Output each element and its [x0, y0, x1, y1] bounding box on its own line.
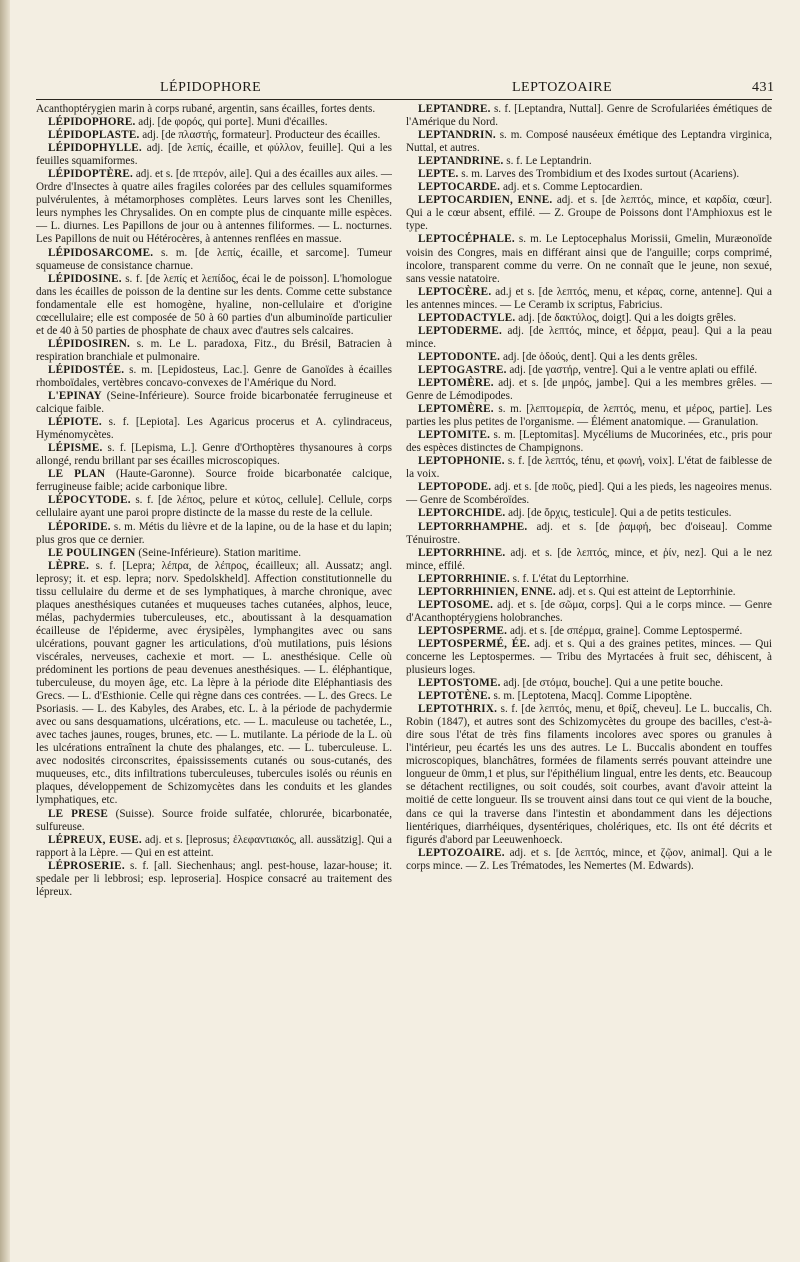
entry-definition: adj. et s. Qui est atteint de Leptorrhinie. [555, 585, 736, 598]
entry-definition: s. f. L'état du Leptorrhine. [509, 572, 629, 585]
dictionary-entry [36, 390, 392, 416]
entry-definition: adj. et s. [de ποῦς, pied]. Qui a les pieds, les nageoires menus. — Genre de Scombéroïdes. [406, 481, 772, 507]
entry-definition: s. f. [de λεπίς et λεπίδος, écai le de poisson]. L'homologue dans les écailles de poisson de la dentine sur les dents. Comme cette substance fondamentale elle est homogène, hyaline, non-cellulaire et d'origine cœcellulaire; elle est composée de 50 à 60 parties d'un albuminoïde particulier et de 40 à 50 parties de phosphate de chaux avec d'autres sels calcaires. [36, 272, 392, 337]
dictionary-entry [36, 834, 392, 860]
dictionary-entry [406, 377, 772, 403]
dictionary-entry [36, 547, 392, 560]
entry-definition: adj. et s. [leprosus; ἐλεφαντιακός, all. aussätzig]. Qui a rapport à la Lèpre. — Qui en est atteint. [36, 833, 392, 859]
entry-definition: adj. et s. [de σπέρμα, graine]. Comme Leptospermé. [507, 624, 743, 637]
entry-headword: LEPTORRHAMPHE. [418, 520, 528, 533]
dictionary-entry [36, 364, 392, 390]
entry-definition: s. f. [Leptandra, Nuttal]. Genre de Scrofulariées émétiques de l'Amérique du Nord. [406, 103, 772, 129]
entry-headword: LÈPRE. [48, 559, 90, 572]
dictionary-entry [406, 455, 772, 481]
entry-headword: LEPTANDRIN. [418, 129, 496, 142]
entry-headword: LEPTOSPERMÉ, ÉE. [418, 637, 530, 650]
entry-definition: s. m. Métis du lièvre et de la lapine, ou de la hase et du lapin; plus gros que ce dernier. [36, 520, 392, 546]
entry-definition: Acanthoptérygien marin à corps rubané, argentin, sans écailles, fortes dents. [36, 103, 376, 115]
dictionary-entry [36, 416, 392, 442]
entry-definition: (Seine-Inférieure). Source froide bicarbonatée ferrugineuse et calcique faible. [36, 390, 392, 416]
dictionary-entry [406, 847, 772, 873]
entry-headword: LÉPIDOPHYLLE. [48, 142, 142, 155]
entry-headword: LÉPIDOSINE. [48, 272, 122, 285]
dictionary-entry [406, 286, 772, 312]
entry-headword: LEPTOTÈNE. [418, 690, 491, 703]
dictionary-entry [36, 142, 392, 168]
entry-headword: LEPTOPODE. [418, 481, 492, 494]
entry-definition: s. f. [all. Siechenhaus; angl. pest-house, lazar-house; it. spedale per li lebbrosi; esp. leproseria]. Hospice consacré au traitement des lépreux. [36, 859, 392, 898]
entry-definition: adj. et s. [de ῥαμφή, bec d'oiseau]. Comme Ténuirostre. [406, 520, 772, 546]
dictionary-entry [406, 599, 772, 625]
dictionary-entry [406, 690, 772, 703]
entry-headword: LÉPROSERIE. [48, 859, 125, 872]
entry-headword: LEPTOTHRIX. [418, 703, 498, 716]
dictionary-entry [36, 116, 392, 129]
entry-headword: LÉPIDOSTÉE. [48, 363, 125, 376]
dictionary-entry [406, 312, 772, 325]
entry-definition: adj. [de ὀδούς, dent]. Qui a les dents grêles. [500, 350, 698, 363]
entry-headword: LEPTOPHONIE. [418, 455, 505, 468]
entry-definition: adj. et s. [de μηρός, jambe]. Qui a les membres grêles. — Genre de Lémodipodes. [406, 376, 772, 403]
dictionary-entry [36, 273, 392, 338]
entry-headword: LEPTANDRE. [418, 103, 491, 115]
entry-headword: LÉPISME. [48, 442, 103, 455]
entry-headword: LEPTORCHIDE. [418, 507, 506, 520]
entry-headword: LÉPIDOPHORE. [48, 116, 136, 129]
dictionary-entry [406, 181, 772, 194]
entry-headword: LEPTOSTOME. [418, 677, 501, 690]
dictionary-entry [406, 521, 772, 547]
entry-definition: s. f. [de λεπτός, ténu, et φωνή, voix]. L'état de faiblesse de la voix. [406, 455, 772, 481]
entry-headword: LEPTOZOAIRE. [418, 846, 505, 859]
entry-definition: adj. et s. [de σῶμα, corps]. Qui a le corps mince. — Genre d'Acanthoptérygiens holobranches. [406, 598, 772, 624]
dictionary-entry [36, 468, 392, 494]
entry-headword: LEPTE. [418, 168, 459, 181]
dictionary-entry [36, 808, 392, 834]
running-head-left: LÉPIDOPHORE [160, 80, 262, 95]
dictionary-entry [36, 168, 392, 246]
entry-definition: s. m. [λεπτομερία, de λεπτός, menu, et μέρος, partie]. Les parties les plus petites de l'organisme. — Élément anatomique. — Granulation. [406, 403, 772, 429]
dictionary-entry [406, 677, 772, 690]
entry-headword: LEPTOSPERME. [418, 624, 508, 637]
entry-definition: s. m. [Lepidosteus, Lac.]. Genre de Ganoïdes à écailles rhomboïdales, vertèbres concavo-convexes de l'Amérique du Nord. [36, 363, 392, 389]
dictionary-entry [406, 507, 772, 520]
entry-definition: s. m. Larves des Trombidium et des Ixodes surtout (Acariens). [458, 168, 740, 181]
dictionary-entry [406, 586, 772, 599]
entry-headword: LÉPIDOPLASTE. [48, 129, 140, 142]
page-binding-edge [0, 0, 10, 1262]
dictionary-entry [406, 325, 772, 351]
entry-definition: adj. et s. [de πτερόν, aile]. Qui a des écailles aux ailes. — Ordre d'Insectes à quatre ailes fragiles colorées par des cellules squamiformes pulvérulentes, à métamorphoses complètes. Leurs larves sont les Chenilles, leurs nymphes les Chrysalides. On en compte plus de cinquante mille espèces. — L. diurnes. Les Papillons de jour ou à antennes filiformes. — L. nocturnes. Les Papillons de nuit ou Hétérocères, à antennes renflées en massue. [36, 168, 392, 246]
entry-definition: (Suisse). Source froide sulfatée, chlorurée, bicarbonatée, sulfureuse. [36, 807, 392, 833]
entry-definition: s. f. Le Leptandrin. [503, 155, 592, 168]
entry-headword: LEPTOCARDIEN, ENNE. [418, 194, 553, 207]
entry-definition: s. f. [Lepra; λέπρα, de λέπρος, écailleux; all. Aussatz; angl. leprosy; it. et esp. lepra; norv. Spedolskheld]. Affection constitutionnelle du tissu cellulaire du derme et de ses lymphatiques, à marche chronique, avec plaques anesthésiques cutanées et muqueuses taches cutanées, alphos, leuce, mélas, pachydermies tuberculeuses, etc., aboutissant à la desquamation écailleuse de l'épiderme, avec érysipèles, lymphangites avec ou sans ulcérations, pouvant gagner les articulations, d'où mutilations, puis lésions viscérales, nerveuses, cachexie et mort. — L. anesthésique. Celle où prédominent les portions de peau devenues anesthésiques. — L. éléphantique, tuberculeuse, du moyen âge, etc. La lèpre à la période dite Eléphantiasis des Grecs. — L. d'Esthionie. Celle qui règne dans ces contrées. — L. des Grecs. Le Psoriasis. — L. des Kabyles, des Arabes, etc. L. à la période de pachydermie avec ou sans desquamations, ulcérations, etc. — L. maculeuse ou tachetée, L., avec taches jaunes, rouges, brunes, etc. — L. mutilante. La période de la L. où les ulcérations entraînent la chute des phalanges, etc. — L. tuberculeuse. L. avec nodosités circonscrites, épaississements cutanés ou sous-cutanés, des muqueuses, etc., dits infiltrations tuberculeuses, tubercules isolés ou réunis en plaques, développement de Schizomycètes dans les conduits et les glandes lymphatiques, etc. [36, 559, 392, 807]
entry-headword: LEPTODONTE. [418, 350, 501, 363]
entry-headword: LEPTORRHINIEN, ENNE. [418, 585, 556, 598]
entry-headword: LÉPORIDE. [48, 520, 111, 533]
entry-headword: LEPTORRHINIE. [418, 572, 510, 585]
entry-definition: adj. et s. Comme Leptocardien. [500, 181, 643, 194]
dictionary-entry [406, 403, 772, 429]
dictionary-entry [36, 521, 392, 547]
entry-definition: adj. [de πλαστής, formateur]. Producteur des écailles. [139, 129, 381, 142]
dictionary-entry [406, 573, 772, 586]
page-number: 431 [752, 80, 775, 95]
entry-definition: adj. et s. [de λεπτός, mince, et ζῷον, animal]. Qui a le corps mince. — Z. Les Trématodes, les Nemertes (M. Edwards). [406, 846, 772, 872]
dictionary-entry [406, 129, 772, 155]
left-column [36, 103, 392, 899]
entry-definition: s. m. [de λεπίς, écaille, et sarcome]. Tumeur squameuse de consistance charnue. [36, 246, 392, 272]
dictionary-entry [406, 638, 772, 677]
entry-definition: s. f. [de λεπτός, menu, et θρίξ, cheveu]. Le L. buccalis, Ch. Robin (1847), et autres sont des Schizomycètes du groupe des bacilles, c'est-à-dire sous l'état de très fins filaments incolores avec spores ou granules à l'intérieur, peu écartés les uns des autres. Le L. Buccalis abondent en touffes microscopiques, blanchâtres, formées de filaments serrés pouvant atteindre une longueur de 0mm,1 et plus, sur l'épithélium lingual, entre les dents, etc. Beaucoup se détachent rectilignes, ou soit coudés, soit courbes, avant d'avoir atteint la moitié de cette longueur. Ils se trouvent ainsi dans tout ce qui vient de la bouche, dans ce qui la traverse dans l'intestin et abondamment dans les déjections lientériques, diarrhéiques, dysentériques, cholériques, etc. Ils ont été décrits et figurés d'abord par Leeuwenhoeck. [406, 703, 772, 846]
entry-definition: s. m. Le Leptocephalus Morissii, Gmelin, Muræonoïde voisin des Congres, mais en différant ainsi que de l'anguille; corps comprimé, incolore, transparent comme du verre. On ne connaît que le jeune, non sexué, sans vessie natatoire. [406, 233, 772, 285]
dictionary-entry [406, 364, 772, 377]
dictionary-entry [406, 351, 772, 364]
entry-headword: LÉPREUX, EUSE. [48, 833, 142, 846]
dictionary-entry [406, 194, 772, 233]
entry-headword: LÉPIDOSIREN. [48, 337, 130, 350]
dictionary-entry [406, 481, 772, 507]
header-rule [36, 99, 772, 100]
entry-headword: LEPTORRHINE. [418, 546, 506, 559]
entry-headword: LEPTOSOME. [418, 598, 494, 611]
dictionary-entry [406, 703, 772, 847]
entry-definition: ad.j et s. [de λεπτός, menu, et κέρας, corne, antenne]. Qui a les antennes minces. — Le Ceramb ix scriptus, Fabricius. [406, 285, 772, 311]
entry-headword: LEPTODERME. [418, 324, 503, 337]
entry-definition: s. m. Composé nauséeux émétique des Leptandra virginica, Nuttal, et autres. [406, 129, 772, 155]
entry-headword: LEPTOMÈRE. [418, 376, 494, 389]
entry-definition: adj. [de λεπτός, mince, et δέρμα, peau]. Qui a la peau mince. [406, 324, 772, 350]
entry-headword: LEPTANDRINE. [418, 155, 504, 168]
entry-headword: LEPTOCARDE. [418, 181, 501, 194]
entry-definition: adj. et s. [de λεπτός, mince, et καρδία, cœur]. Qui a le cœur absent, effilé. — Z. Groupe de Poissons dont l'Amphioxus est le type. [406, 194, 772, 233]
dictionary-entry [406, 429, 772, 455]
entry-definition: s. f. [Lepiota]. Les Agaricus procerus et A. cylindraceus, Hyménomycètes. [36, 416, 392, 442]
entry-headword: LÉPIDOPTÈRE. [48, 168, 134, 181]
entry-headword: LÉPOCYTODE. [48, 494, 131, 507]
entry-definition: adj. et s. [de λεπτός, mince, et ῥίν, nez]. Qui a le nez mince, effilé. [406, 546, 772, 572]
right-column [406, 103, 772, 873]
dictionary-entry [36, 442, 392, 468]
entry-definition: s. m. [Leptotena, Macq]. Comme Lipoptène. [490, 690, 693, 703]
dictionary-entry [406, 168, 772, 181]
entry-definition: adj. et s. Qui a des graines petites, minces. — Qui concerne les Leptospermes. — Tribu des Myrtacées à fruit sec, déhiscent, à plusieurs loges. [406, 637, 772, 677]
dictionary-entry [36, 129, 392, 142]
entry-headword: LÉPIOTE. [48, 416, 102, 429]
entry-definition: adj. [de ὄρχις, testicule]. Qui a de petits testicules. [505, 507, 732, 520]
entry-definition: (Seine-Inférieure). Station maritime. [135, 546, 302, 559]
entry-headword: LE PLAN [48, 468, 106, 481]
entry-headword: LEPTOMITE. [418, 429, 491, 442]
entry-definition: adj. [de στόμα, bouche]. Qui a une petite bouche. [500, 677, 724, 690]
dictionary-entry [36, 247, 392, 273]
dictionary-entry [406, 547, 772, 573]
entry-definition: adj. [de φορός, qui porte]. Muni d'écailles. [135, 116, 328, 129]
entry-headword: LÉPIDOSARCOME. [48, 246, 154, 259]
entry-definition: (Haute-Garonne). Source froide bicarbonatée calcique, ferrugineuse faible; acide carbonique libre. [36, 468, 392, 494]
entry-headword: LE POULINGEN [48, 546, 136, 559]
dictionary-entry [36, 494, 392, 520]
entry-headword: LE PRESE [48, 807, 109, 820]
dictionary-entry [36, 338, 392, 364]
entry-definition: s. f. [de λέπος, pelure et κύτος, cellule]. Cellule, corps cellulaire ayant une paroi propre distincte de la masse du reste de la cellule. [36, 494, 392, 520]
entry-headword: LEPTOGASTRE. [418, 363, 507, 376]
dictionary-entry [406, 233, 772, 285]
entry-definition: s. m. Le L. paradoxa, Fitz., du Brésil, Batracien à respiration branchiale et pulmonaire. [36, 337, 392, 363]
dictionary-entry [36, 103, 392, 116]
dictionary-entry [406, 103, 772, 129]
running-head-right: LEPTOZOAIRE [512, 80, 613, 95]
entry-headword: LEPTODACTYLE. [418, 311, 516, 324]
entry-definition: adj. [de λεπίς, écaille, et φύλλον, feuille]. Qui a les feuilles squamiformes. [36, 142, 392, 168]
entry-headword: LEPTOCÉPHALE. [418, 233, 515, 246]
dictionary-entry [406, 155, 772, 168]
entry-headword: LEPTOCÈRE. [418, 285, 492, 298]
entry-definition: adj. [de δακτύλος, doigt]. Qui a les doigts grêles. [515, 311, 737, 324]
entry-definition: s. f. [Lepisma, L.]. Genre d'Orthoptères thysanoures à corps allongé, rendu brillant par ses écailles microscopiques. [36, 442, 392, 468]
entry-headword: LEPTOMÈRE. [418, 403, 494, 416]
entry-definition: adj. [de γαστήρ, ventre]. Qui a le ventre aplati ou effilé. [506, 363, 758, 376]
dictionary-entry [36, 860, 392, 899]
entry-headword: L'EPINAY [48, 390, 102, 403]
entry-definition: s. m. [Leptomitas]. Mycéliums de Mucorinées, etc., pris pour des espèces distinctes de Champignons. [406, 429, 772, 455]
dictionary-entry [36, 560, 392, 808]
dictionary-entry [406, 625, 772, 638]
